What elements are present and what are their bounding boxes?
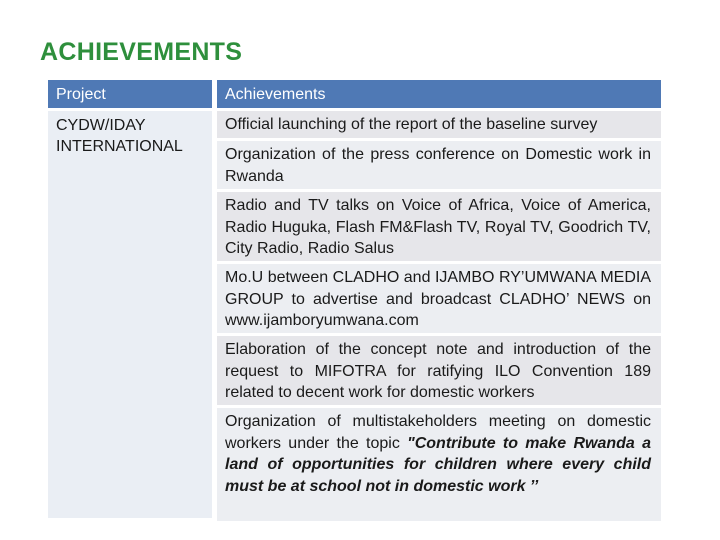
achievement-row: Elaboration of the concept note and introduction of the request to MIFOTRA for ratifying ILO Convention 189 related to decent work for domestic workers <box>217 336 661 405</box>
last-row-emphasis: "Contribute to make Rwanda a land of opportunities for children where every child must be at school not in domestic work ’’ <box>225 434 651 495</box>
achievement-row: Official launching of the report of the baseline survey <box>217 111 661 138</box>
achievement-row-last <box>217 408 661 521</box>
header-project: Project <box>48 80 212 108</box>
achievements-column <box>217 111 661 521</box>
achievements-table <box>48 80 661 521</box>
achievement-row: Radio and TV talks on Voice of Africa, Voice of America, Radio Huguka, Flash FM&Flash TV, Royal TV, Goodrich TV, City Radio, Radio Salus <box>217 192 661 261</box>
last-row-text: Organization of multistakeholders meeting on domestic workers under the topic <box>225 413 651 452</box>
header-achievements: Achievements <box>217 80 661 108</box>
page-title: ACHIEVEMENTS <box>40 38 243 66</box>
table-body <box>48 111 661 521</box>
table-header-row <box>48 80 661 108</box>
achievement-row: Organization of the press conference on Domestic work in Rwanda <box>217 141 661 189</box>
achievement-row: Mo.U between CLADHO and IJAMBO RY’UMWANA MEDIA GROUP to advertise and broadcast CLADHO’ NEWS on www.ijamboryumwana.com <box>217 264 661 333</box>
project-cell: CYDW/IDAY INTERNATIONAL <box>48 111 212 518</box>
